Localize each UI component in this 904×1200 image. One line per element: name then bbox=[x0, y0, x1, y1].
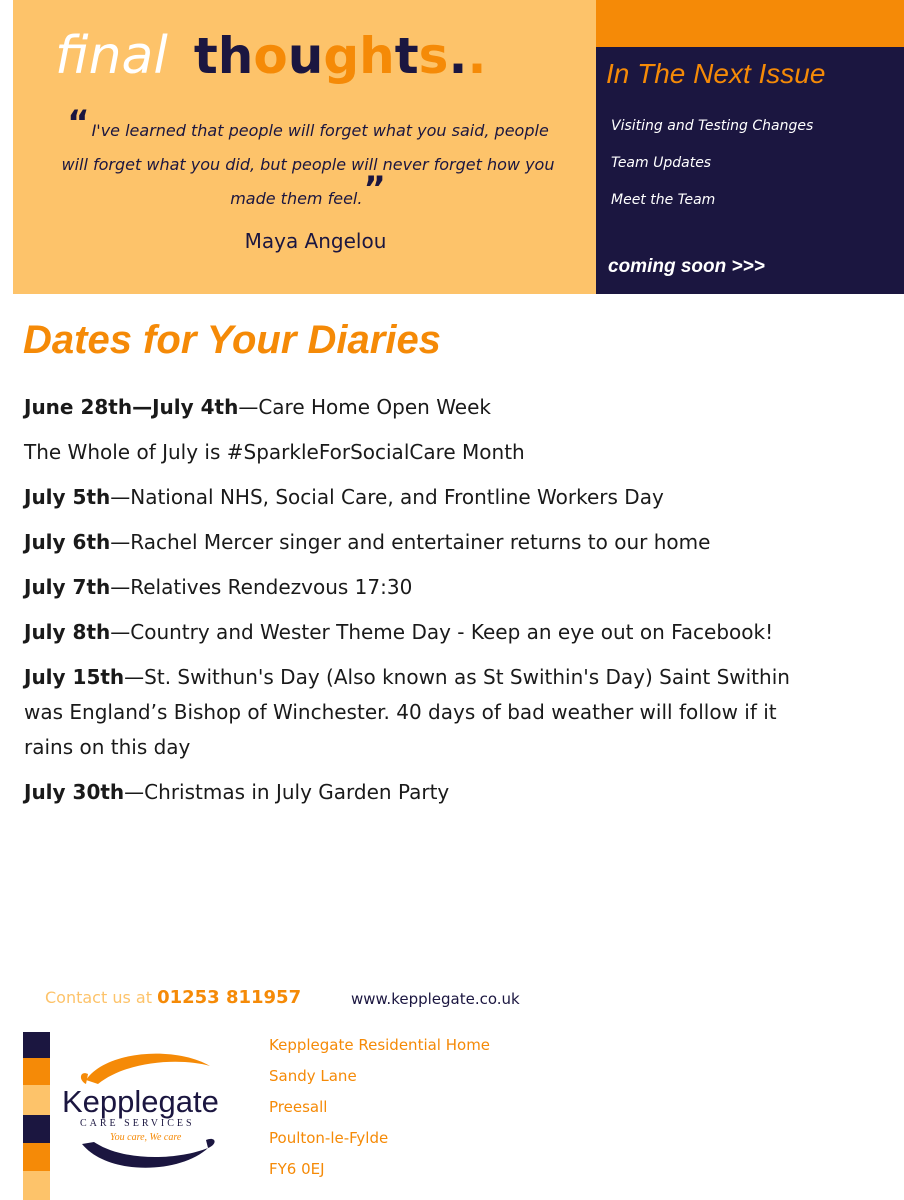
next-issue-panel bbox=[596, 0, 904, 294]
date-label: July 5th bbox=[24, 485, 111, 509]
next-issue-band bbox=[596, 0, 904, 47]
stripe-light-orange bbox=[23, 1085, 50, 1115]
stripe-navy bbox=[23, 1115, 50, 1143]
dates-list bbox=[24, 390, 814, 820]
contact-label: Contact us at bbox=[45, 988, 158, 1007]
phone-number[interactable]: 01253 811957 bbox=[157, 987, 302, 1008]
date-label: July 7th bbox=[24, 575, 111, 599]
address-line: FY6 0EJ bbox=[269, 1160, 325, 1178]
date-description: —National NHS, Social Care, and Frontline Workers Day bbox=[110, 485, 664, 509]
address-line: Preesall bbox=[269, 1098, 328, 1116]
date-label: July 8th bbox=[24, 620, 111, 644]
quote-text bbox=[53, 103, 563, 216]
date-item bbox=[24, 525, 814, 560]
date-item bbox=[24, 570, 814, 605]
date-item bbox=[24, 480, 814, 515]
date-description: —Rachel Mercer singer and entertainer returns to our home bbox=[110, 530, 711, 554]
date-item bbox=[24, 435, 814, 470]
close-quote-mark: ” bbox=[363, 169, 386, 209]
logo-tagline: You care, We care bbox=[110, 1132, 182, 1143]
date-item bbox=[24, 660, 814, 765]
stripe-navy bbox=[23, 1032, 50, 1058]
address-line: Sandy Lane bbox=[269, 1067, 357, 1085]
quote-author: Maya Angelou bbox=[244, 229, 387, 253]
date-item bbox=[24, 390, 814, 425]
next-issue-title: In The Next Issue bbox=[606, 58, 826, 89]
final-thoughts-panel bbox=[13, 0, 596, 294]
stripe-orange bbox=[23, 1143, 50, 1171]
kepplegate-logo bbox=[58, 1044, 238, 1174]
date-item bbox=[24, 775, 814, 810]
date-description: —Care Home Open Week bbox=[238, 395, 491, 419]
date-description: —St. Swithun's Day (Also known as St Swithin's Day) Saint Swithin was England’s Bishop of Winchester. 40 days of bad weather will follow if it rains on this day bbox=[24, 665, 790, 759]
website-link[interactable]: www.kepplegate.co.uk bbox=[351, 990, 520, 1008]
logo-name: Kepplegate bbox=[62, 1084, 219, 1119]
final-thoughts-title bbox=[55, 26, 486, 86]
stripe-orange bbox=[23, 1058, 50, 1085]
address-line: Kepplegate Residential Home bbox=[269, 1036, 491, 1054]
logo-subtitle: CARE SERVICES bbox=[80, 1118, 195, 1129]
contact-line bbox=[45, 987, 301, 1008]
date-label: July 6th bbox=[24, 530, 111, 554]
dates-heading: Dates for Your Diaries bbox=[23, 318, 441, 362]
next-issue-item: Visiting and Testing Changes bbox=[611, 118, 814, 134]
date-description: The Whole of July is #SparkleForSocialCare Month bbox=[24, 440, 525, 464]
stripe-light-orange bbox=[23, 1171, 50, 1200]
date-description: —Country and Wester Theme Day - Keep an eye out on Facebook! bbox=[110, 620, 774, 644]
date-label: July 15th bbox=[24, 665, 125, 689]
date-description: —Relatives Rendezvous 17:30 bbox=[110, 575, 413, 599]
date-label: July 30th bbox=[24, 780, 125, 804]
date-label: June 28th—July 4th bbox=[24, 395, 239, 419]
quote-body: I've learned that people will forget what you said, people will forget what you did, but people will never forget how you made them feel. bbox=[61, 121, 555, 208]
next-issue-item: Team Updates bbox=[611, 155, 712, 171]
open-quote-mark: “ bbox=[67, 103, 90, 143]
title-thoughts: thoughts.. bbox=[193, 27, 487, 85]
address-line: Poulton-le-Fylde bbox=[269, 1129, 389, 1147]
coming-soon-text: coming soon >>> bbox=[608, 256, 765, 277]
title-final: final bbox=[55, 26, 168, 86]
date-description: —Christmas in July Garden Party bbox=[124, 780, 450, 804]
date-item bbox=[24, 615, 814, 650]
next-issue-item: Meet the Team bbox=[611, 192, 716, 208]
